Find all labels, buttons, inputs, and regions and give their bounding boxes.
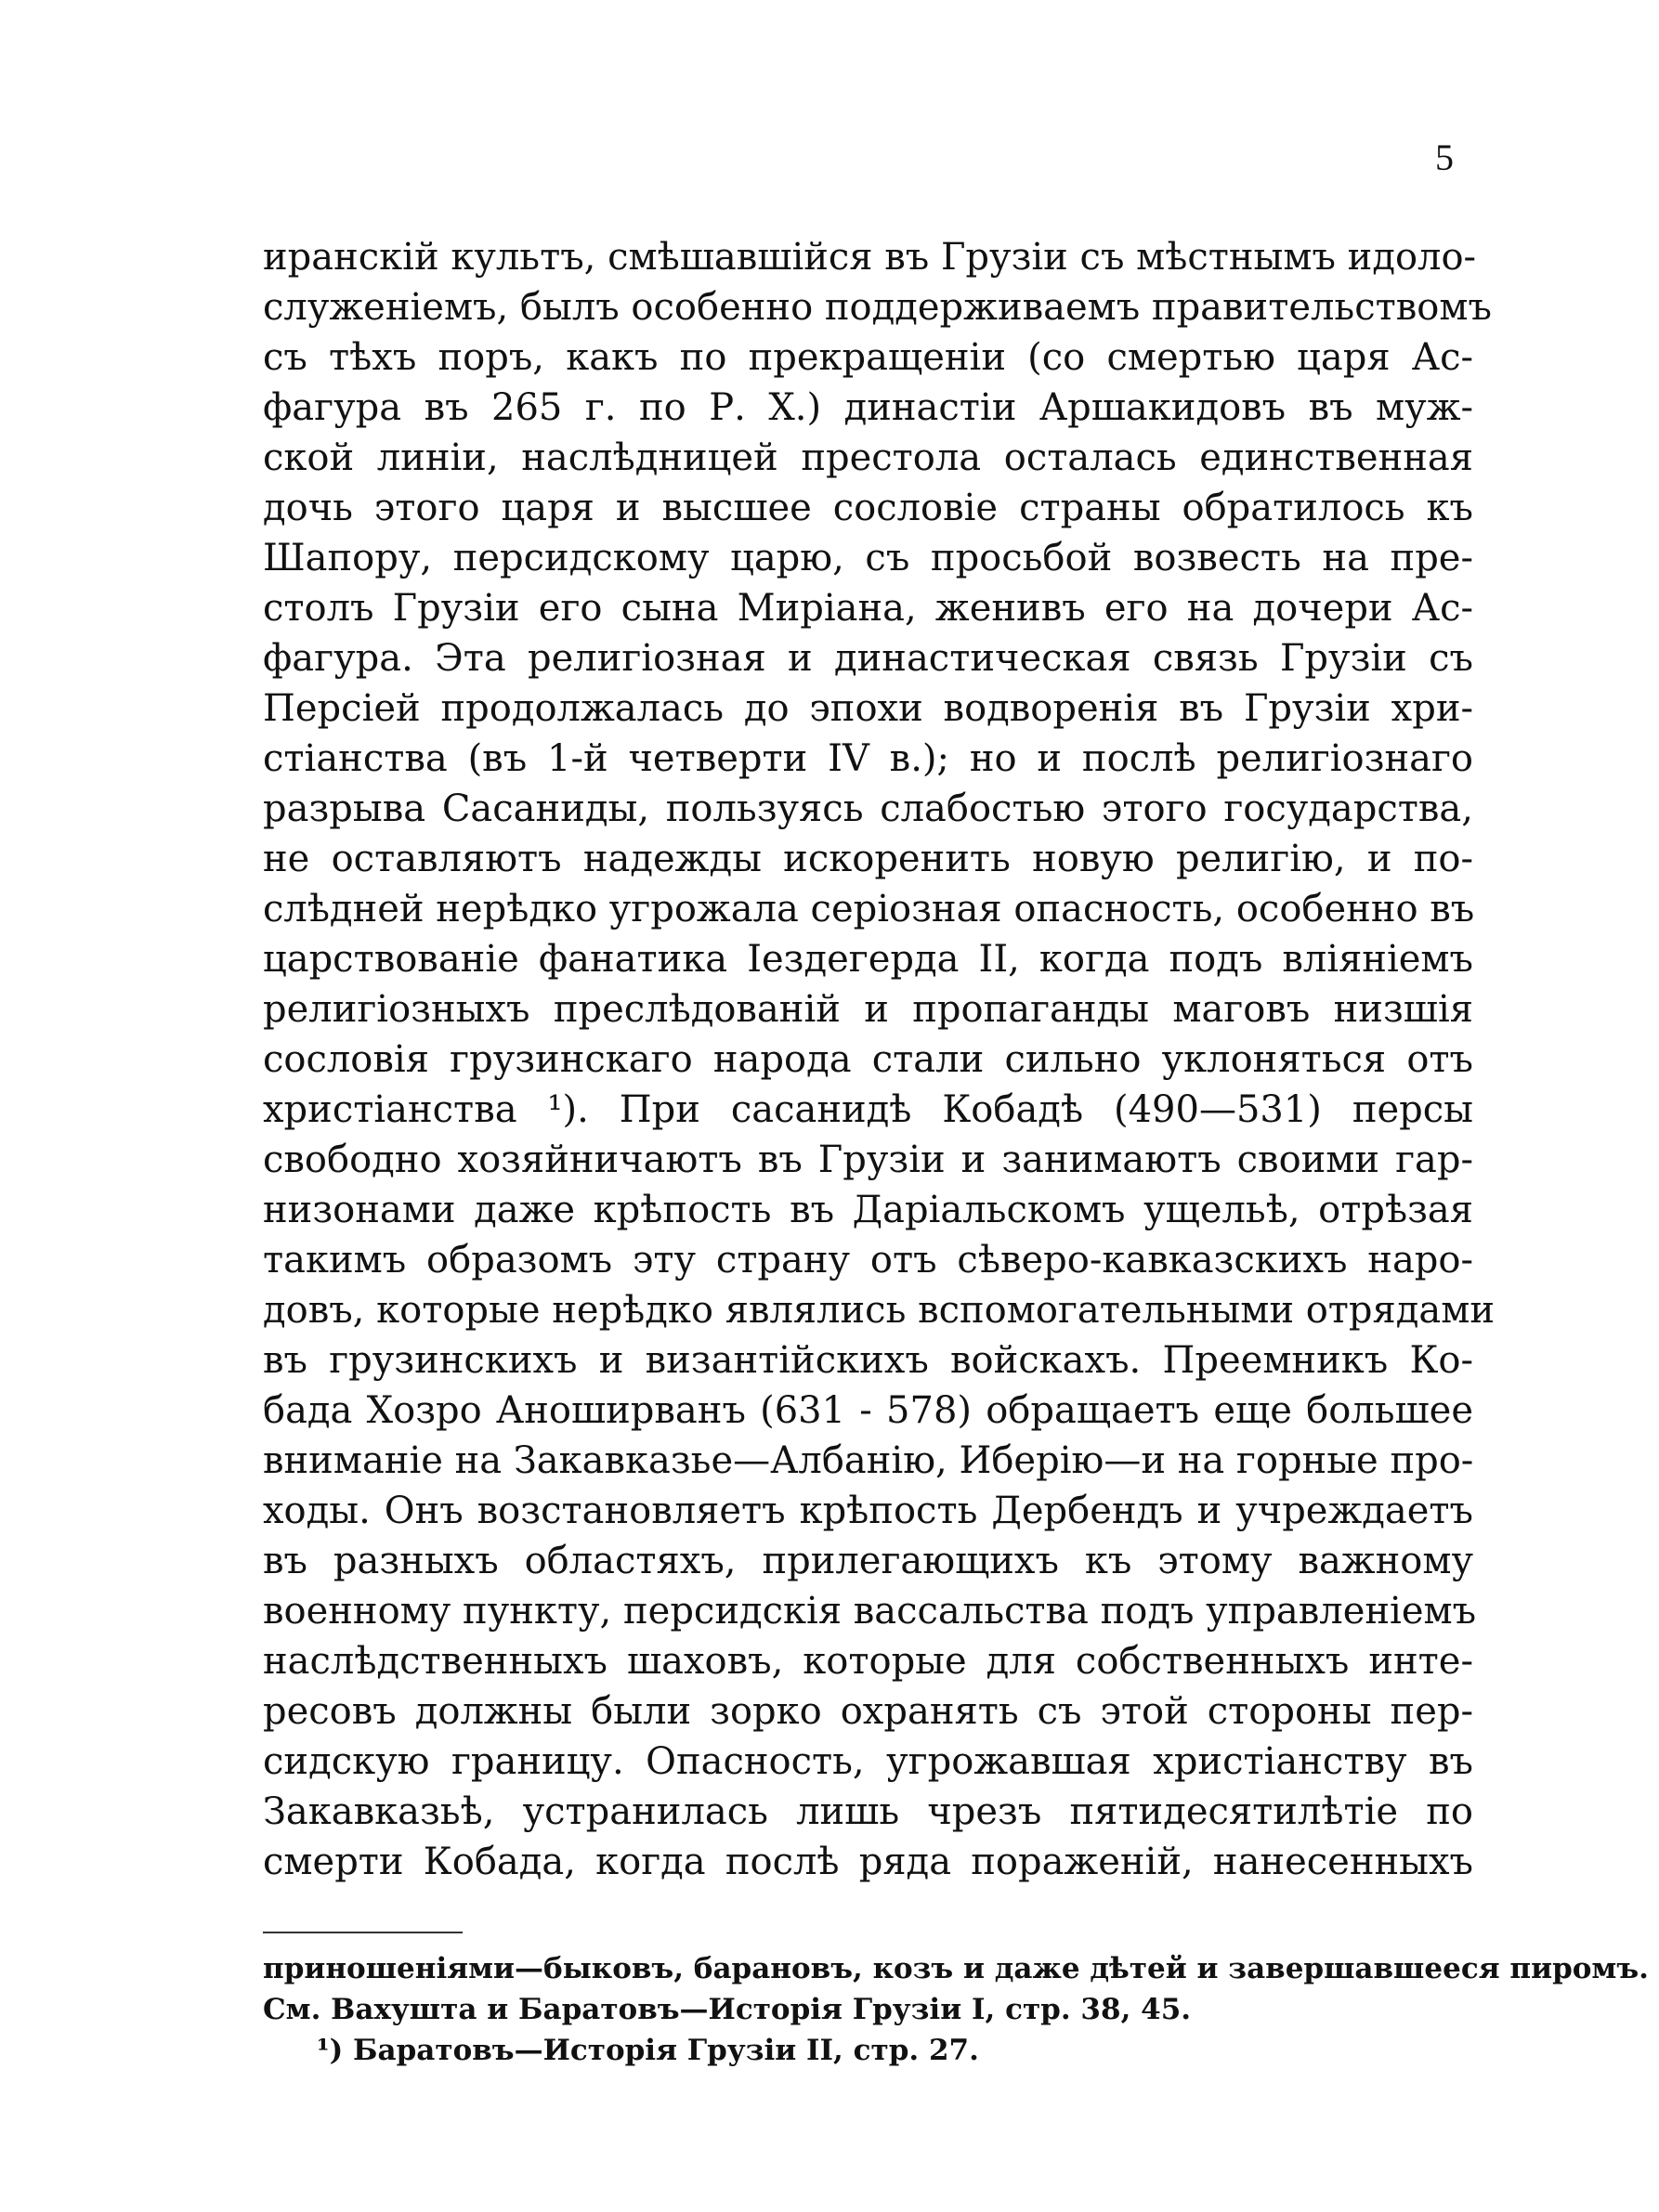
footnote-line: См. Вахушта и Баратовъ—Исторія Грузіи I, стр. 38, 45. (263, 1993, 1192, 2026)
text-line: сословія грузинскаго народа стали сильно уклоняться отъ (263, 1038, 1473, 1081)
footnote-line: приношеніями—быковъ, барановъ, козъ и даже дѣтей и завершавшееся пиромъ. (263, 1952, 1649, 1985)
text-line: Персіей продолжалась до эпохи водворенія въ Грузіи хри- (263, 687, 1473, 730)
text-line: въ грузинскихъ и византійскихъ войскахъ. Преемникъ Ко- (263, 1339, 1473, 1382)
text-line: въ разныхъ областяхъ, прилегающихъ къ этому важному (263, 1540, 1473, 1582)
footnotes (263, 1948, 1649, 2071)
text-line: довъ, которые нерѣдко являлись вспомогательными отрядами (263, 1289, 1496, 1332)
text-line: Закавказьѣ, устранилась лишь чрезъ пятидесятилѣтіе по (263, 1790, 1473, 1833)
footnote-line: ¹) Баратовъ—Исторія Грузіи II, стр. 27. (317, 2034, 979, 2067)
text-line: военному пункту, персидскія вассальства подъ управленіемъ (263, 1590, 1477, 1633)
text-line: не оставляютъ надежды искоренить новую религію, и по- (263, 838, 1473, 880)
text-line: христіанства ¹). При сасанидѣ Кобадѣ (490—531) персы (263, 1088, 1473, 1131)
text-line: ходы. Онъ возстановляетъ крѣпость Дербендъ и учреждаетъ (263, 1490, 1473, 1532)
text-line: фагура. Эта религіозная и династическая связь Грузіи съ (263, 637, 1473, 680)
text-line: служеніемъ, былъ особенно поддерживаемъ правительствомъ (263, 286, 1492, 329)
text-line: смерти Кобада, когда послѣ ряда пораженій, нанесенныхъ (263, 1841, 1473, 1883)
text-line: столъ Грузіи его сына Миріана, женивъ его на дочери Ас- (263, 587, 1473, 630)
text-line: стіанства (въ 1-й четверти IV в.); но и послѣ религіознаго (263, 737, 1473, 780)
text-line: разрыва Сасаниды, пользуясь слабостью этого государства, (263, 787, 1473, 830)
footnote-separator (263, 1932, 463, 1933)
text-line: фагура въ 265 г. по Р. Х.) династіи Аршакидовъ въ муж- (263, 386, 1473, 429)
text-line: вниманіе на Закавказье—Албанію, Иберію—и на горные про- (263, 1439, 1474, 1482)
text-line: наслѣдственныхъ шаховъ, которые для собственныхъ инте- (263, 1640, 1473, 1683)
text-line: царствованіе фанатика Іездегерда II, когда подъ вліяніемъ (263, 938, 1473, 981)
text-line: свободно хозяйничаютъ въ Грузіи и занимаютъ своими гар- (263, 1139, 1473, 1181)
text-line: религіозныхъ преслѣдованій и пропаганды маговъ низшія (263, 988, 1473, 1031)
text-line: слѣдней нерѣдко угрожала серіозная опасность, особенно въ (263, 888, 1475, 930)
text-line: такимъ образомъ эту страну отъ сѣверо-кавказскихъ наро- (263, 1239, 1473, 1282)
text-line: бада Хозро Аноширванъ (631 - 578) обращаетъ еще большее (263, 1389, 1473, 1432)
page-number: 5 (1435, 137, 1454, 178)
text-line: дочь этого царя и высшее сословіе страны обратилось къ (263, 487, 1473, 529)
text-line: ской линіи, наслѣдницей престола осталась единственная (263, 436, 1473, 479)
main-text (263, 232, 1496, 1887)
text-line: ресовъ должны были зорко охранять съ этой стороны пер- (263, 1690, 1473, 1733)
text-line: низонами даже крѣпость въ Даріальскомъ ущельѣ, отрѣзая (263, 1189, 1473, 1231)
text-line: Шапору, персидскому царю, съ просьбой возвесть на пре- (263, 537, 1473, 579)
text-line: съ тѣхъ поръ, какъ по прекращеніи (со смертью царя Ас- (263, 336, 1473, 379)
text-line: сидскую границу. Опасность, угрожавшая христіанству въ (263, 1740, 1473, 1783)
text-line: иранскій культъ, смѣшавшійся въ Грузіи съ мѣстнымъ идоло- (263, 236, 1477, 279)
